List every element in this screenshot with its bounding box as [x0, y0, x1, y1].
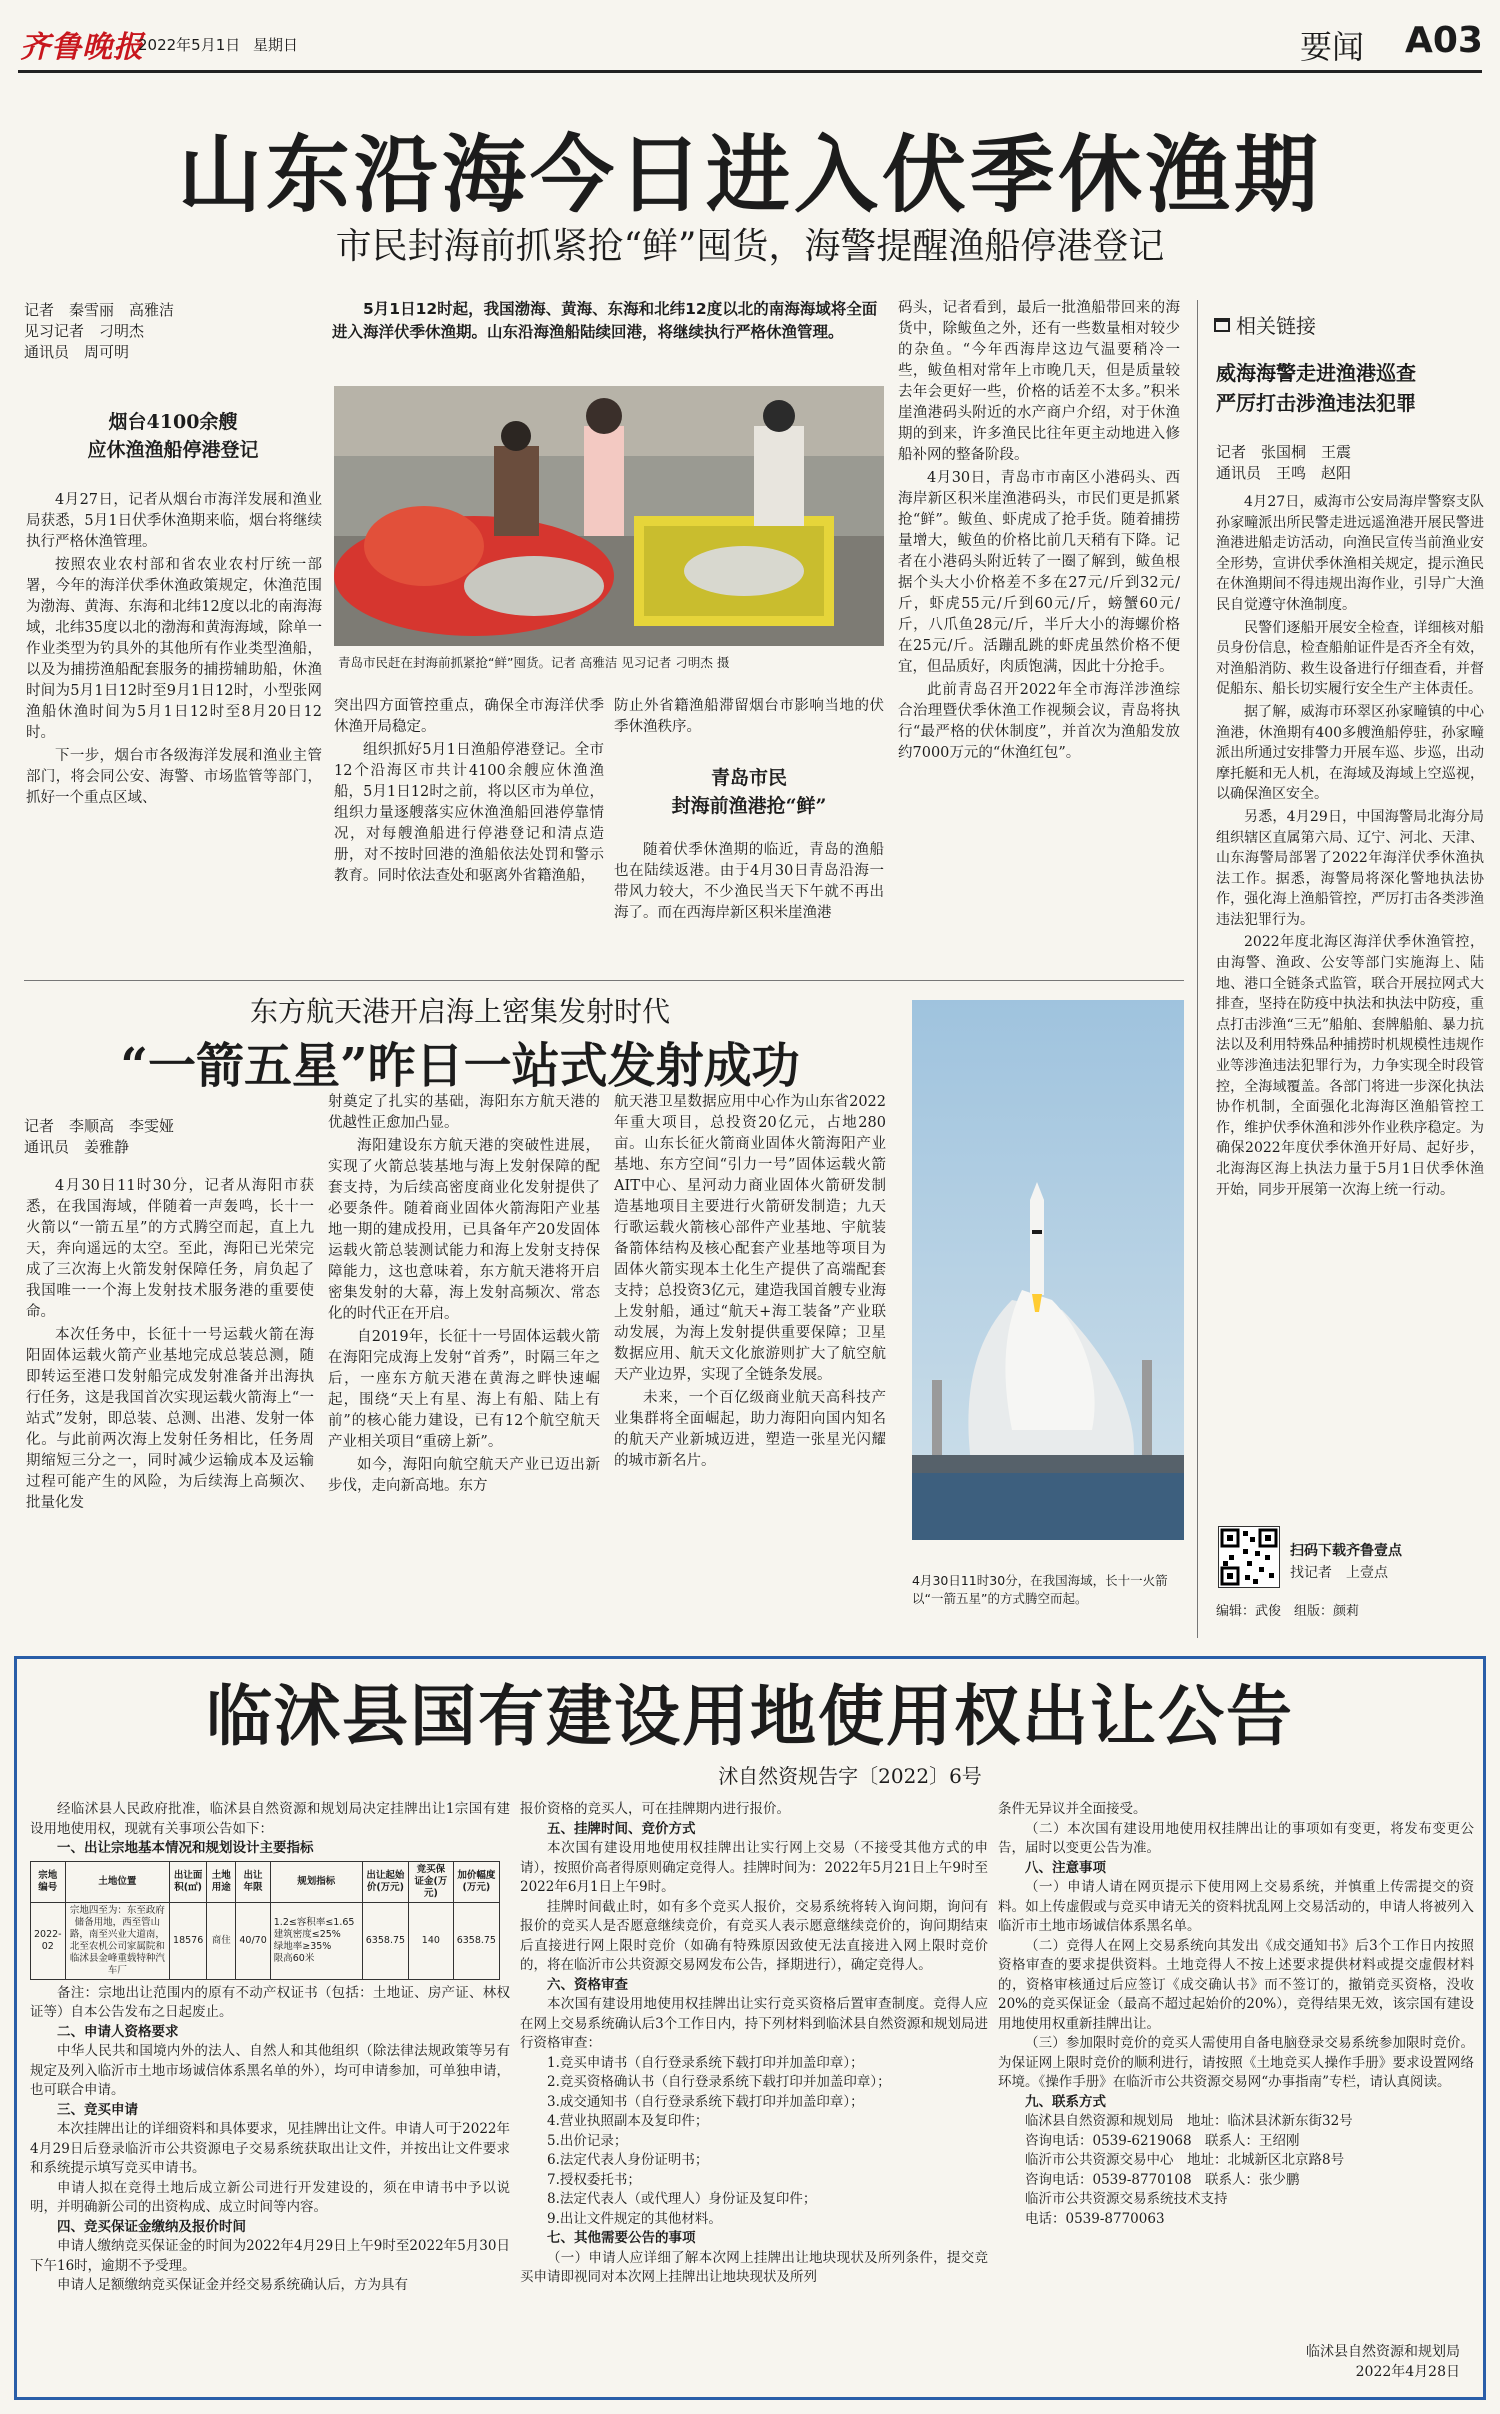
- rocket-byline: 记者 李顺高 李雯娅 通讯员 姜雅静: [24, 1117, 175, 1156]
- document-icon: [1214, 318, 1230, 332]
- lead-column-2: 突出四方面管控重点，确保全市海洋伏季休渔开局稳定。 组织抓好5月1日渔船停港登记。全市12个沿海区市共计4100余艘应休渔渔船，5月1日12时之前，将以区市为单位，组织力量逐艘落实应休渔渔船回港停靠情况，对每艘渔船进行停港登记和清点造册，对不按时回港的渔船依法处罚和警示教育。同时依法查处和驱离外省籍渔船，: [334, 698, 604, 884]
- paper-name-logo: 齐鲁晚报: [20, 30, 144, 65]
- rocket-launch-illustration: [912, 1000, 1184, 1540]
- lead-column-4: 码头，记者看到，最后一批渔船带回来的海货中，除鲅鱼之外，还有一些数量相对较少的杂鱼。“今年西海岸这边气温要稍冷一些，鲅鱼相对常年上市晚几天，但是质量较去年会更好一些，价格的话差不太多。”积米崖渔港码头附近的水产商户介绍，对于休渔期的到来，许多渔民比往年更主动地进入修船补网的整备阶段。 4月30日，青岛市市南区小港码头、西海岸新区积米崖渔港码头，市民们更是抓紧抢“鲜”。鲅鱼、虾虎成了抢手货。随着捕捞量增大，鲅鱼的价格比前几天稍有下降。记者在小港码头附近转了一圈了解到，鲅鱼根据个头大小价格差不多在27元/斤到32元/斤，虾虎55元/斤到60元/斤，螃蟹60元/斤，八爪鱼28元/斤，半斤大小的海螺价格在25元/斤。活蹦乱跳的虾虎虽然价格不便宜，但品质好，肉质饱满，因此十分抢手。 此前青岛召开2022年全市海洋涉渔综合治理暨伏季休渔工作视频会议，青岛将执行“最严格的伏休制度”，并首次为渔船发放约7000万元的“休渔红包”。: [898, 300, 1180, 761]
- notice-title: 临沭县国有建设用地使用权出让公告: [206, 1677, 1294, 1755]
- issue-weekday: 星期日: [253, 36, 299, 54]
- qr-code-icon: [1219, 1527, 1279, 1587]
- land-parcel-table: [30, 1861, 500, 1980]
- lead-subheadline: 市民封海前抓紧抢“鲜”囤货，海警提醒渔船停港登记: [335, 226, 1165, 267]
- related-title: 威海海警走进渔港巡查 严厉打击涉渔违法犯罪: [1216, 361, 1416, 415]
- related-byline: 记者 张国桐 王震 通讯员 王鸣 赵阳: [1216, 443, 1352, 482]
- lead-byline: 记者 秦雪丽 高雅洁 见习记者 刁明杰 通讯员 周可明: [24, 301, 175, 361]
- qingdao-subhead: 青岛市民 封海前渔港抢“鲜”: [671, 767, 827, 817]
- notice-left-column: 经临沭县人民政府批准，临沭县自然资源和规划局决定挂牌出让1宗国有建设用地使用权，现就有关事项公告如下： 一、出让宗地基本情况和规划设计主要指标 宗地编号 土地位置 出让面积(㎡) 土地用途 出让年限 规划指标 出让起始价(万元) 竞买保证金(万元) 加价幅度(万元) 2022-02 宗地四至为：东至政府储备用地，西至管山路，南至兴业大道南，北至农机公司家属院和临沭县金峰重载特种汽车厂 18576 商住 40/70 1.2≤容积率≤1.65 建筑密度≤25% 绿地率≥35% 限高60米 6358.75 140 6358.75 备注：宗地出让范围内的原有不动产权证书（包括：土地证、房产证、林权证等）自本公告发布之日起废止。 二、申请人资格要求 中华人民共和国境内外的法人、自然人和其他组织（除法律法规政策等另有规定及列入临沂市土地市场诚信体系黑名单的外），均可申请参加，可单独申请，也可联合申请。 三、竞买申请 本次挂牌出让的详细资料和具体要求，见挂牌出让文件。申请人可于2022年4月29日后登录临沂市公共资源电子交易系统获取出让文件，并按出让文件要求和系统提示填写竞买申请书。 申请人拟在竞得土地后成立新公司进行开发建设的，须在申请书中予以说明，并明确新公司的出资构成、成立时间等内容。 四、竞买保证金缴纳及报价时间 申请人缴纳竞买保证金的时间为2022年4月29日上午9时至2022年5月30日下午16时，逾期不予受理。 申请人足额缴纳竞买保证金并经交易系统确认后，方为具有: [30, 1801, 510, 2293]
- notice-middle-column: 报价资格的竞买人，可在挂牌期内进行报价。 五、挂牌时间、竞价方式 本次国有建设用地使用权挂牌出让实行网上交易（不接受其他方式的申请），按照价高者得原则确定竞得人。挂牌时间为：2022年5月21日上午9时至2022年6月1日上午9时。 挂牌时间截止时，如有多个竞买人报价，交易系统将转入询问期，询问有报价的竞买人是否愿意继续竞价，有竞买人表示愿意继续竞价的，询问期结束后直接进行网上限时竞价（如确有特殊原因致使无法直接进入网上限时竞价的，将在临沂市公共资源交易网发布公告，择期进行），确定竞得人。 六、资格审查 本次国有建设用地使用权挂牌出让实行竞买资格后置审查制度。竞得人应在网上交易系统确认后3个工作日内，持下列材料到临沭县自然资源和规划局进行资格审查： 1.竞买申请书（自行登录系统下载打印并加盖印章）； 2.竞买资格确认书（自行登录系统下载打印并加盖印章）； 3.成交通知书（自行登录系统下载打印并加盖印章）； 4.营业执照副本及复印件； 5.出价记录； 6.法定代表人身份证明书； 7.授权委托书； 8.法定代表人（或代理人）身份证及复印件； 9.出让文件规定的其他材料。 七、其他需要公告的事项 （一）申请人应详细了解本次网上挂牌出让地块现状及所列条件，提交竞买申请即视同对本次网上挂牌出让地块现状及所列: [520, 1801, 988, 2285]
- lead-column-1: 4月27日，记者从烟台市海洋发展和渔业局获悉，5月1日伏季休渔期来临，烟台将继续执行严格休渔管理。 按照农业农村部和省农业农村厅统一部署，今年的海洋伏季休渔政策规定，休渔范围为渤海、黄海、东海和北纬12度以北的南海海域，北纬35度以北的渤海和黄海海域，除单一作业类型为钓具外的其他所有作业类型渔船，以及为捕捞渔船配套服务的捕捞辅助船，休渔时间为5月1日12时至9月1日12时，小型张网渔船休渔时间为5月1日12时至8月20日12时。 下一步，烟台市各级海洋发展和渔业主管部门，将会同公安、海警、市场监管等部门，抓好一个重点区域、: [26, 492, 322, 806]
- rocket-kicker: 东方航天港开启海上密集发射时代: [249, 995, 670, 1028]
- qr-text: 扫码下载齐鲁壹点 找记者 上壹点: [1290, 1543, 1402, 1581]
- masthead: [0, 0, 1500, 72]
- fish-market-photo: [334, 386, 884, 646]
- notice-signature: 临沭县自然资源和规划局 2022年4月28日: [1306, 2344, 1460, 2380]
- rocket-photo-caption: 4月30日11时30分，在我国海域，长十一火箭以“一箭五星”的方式腾空而起。: [912, 1573, 1168, 1606]
- rocket-column-2: 射奠定了扎实的基础，海阳东方航天港的优越性正愈加凸显。 海阳建设东方航天港的突破性进展，实现了火箭总装基地与海上发射保障的配套支持，为后续高密度商业化发射提供了必要条件。随着商业固体火箭海阳产业基地一期的建成投用，已具备年产20发固体运载火箭总装测试能力和海上发射支持保障能力，这也意味着，东方航天港将开启密集发射的大幕，海上发射高频次、常态化的时代正在开启。 自2019年，长征十一号固体运载火箭在海阳完成海上发射“首秀”，时隔三年之后，一座东方航天港在黄海之畔快速崛起，围绕“天上有星、海上有船、陆上有前”的核心能力建设，已有12个航空航天产业相关项目“重磅上新”。 如今，海阳向航空航天产业已迈出新步伐，走向新高地。东方: [328, 1094, 600, 1494]
- lead-column-3: 防止外省籍渔船滞留烟台市影响当地的伏季休渔秩序。: [614, 698, 884, 735]
- lead-column-3b: 随着伏季休渔期的临近，青岛的渔船也在陆续返港。由于4月30日青岛沿海一带风力较大，不少渔民当天下午就不再出海了。而在西海岸新区积米崖渔港: [614, 842, 884, 921]
- fish-market-illustration: [334, 386, 884, 646]
- page-number: A03: [1405, 20, 1483, 61]
- yantai-subhead: 烟台4100余艘 应休渔渔船停港登记: [87, 411, 259, 461]
- rocket-headline: “一箭五星”昨日一站式发射成功: [120, 1038, 800, 1094]
- rocket-column-3: 航天港卫星数据应用中心作为山东省2022年重大项目，总投资20亿元，占地280亩。山东长征火箭商业固体火箭海阳产业基地、东方空间“引力一号”固体运载火箭AIT中心、星河动力商业固体火箭研发制造基地项目主要进行火箭研发制造；九天行歌运载火箭核心部件产业基地、宇航装备箭体结构及核心配套产业基地等项目为固体火箭实现本土化生产提供了高端配套支持；总投资3亿元，建造我国首艘专业海上发射船，通过“航天+海工装备”产业联动发展，为海上发射提供重要保障；卫星数据应用、航天文化旅游则扩大了航空航天产业边界，实现了全链条发展。 未来，一个百亿级商业航天高科技产业集群将全面崛起，助力海阳向国内知名的航天产业新城迈进，塑造一张星光闪耀的城市新名片。: [614, 1094, 886, 1469]
- right-column-divider: [1197, 300, 1198, 1638]
- related-links-label: 相关链接: [1214, 310, 1316, 339]
- masthead-rule: [18, 70, 1482, 73]
- rocket-launch-photo: [912, 1000, 1184, 1540]
- notice-doc-number: 沭自然资规告字〔2022〕6号: [718, 1764, 982, 1788]
- section-name: 要闻: [1300, 28, 1365, 66]
- notice-right-column: 条件无异议并全面接受。 （二）本次国有建设用地使用权挂牌出让的事项如有变更，将发布变更公告，届时以变更公告为准。 八、注意事项 （一）申请人请在网页提示下使用网上交易系统，并慎重上传需提交的资料。如上传虚假或与竞买申请无关的资料扰乱网上交易活动的，申请人将被列入临沂市土地市场诚信体系黑名单。 （二）竞得人在网上交易系统向其发出《成交通知书》后3个工作日内按照资格审查的要求提供资料。土地竞得人不按上述要求提供材料或提交虚假材料的，资格审核通过后应签订《成交确认书》而不签订的，撤销竞买资格，没收20%的竞买保证金（最高不超过起始价的20%），竞得结果无效，该宗国有建设用地使用权重新挂牌出让。 （三）参加限时竞价的竞买人需使用自备电脑登录交易系统参加限时竞价。为保证网上限时竞价的顺利进行，请按照《土地竞买人操作手册》要求设置网络环境。《操作手册》在临沂市公共资源交易网“办事指南”专栏，请认真阅读。 九、联系方式 临沭县自然资源和规划局 地址：临沭县沭新东街32号 咨询电话：0539-6219068 联系人：王绍刚 临沂市公共资源交易中心 地址：北城新区北京路8号 咨询电话：0539-8770108 联系人：张少鹏 临沂市公共资源交易系统技术支持 电话：0539-8770063: [998, 1801, 1474, 2227]
- lead-photo-caption: 青岛市民赶在封海前抓紧抢“鲜”囤货。记者 高雅洁 见习记者 刁明杰 摄: [338, 655, 730, 670]
- lead-intro: 5月1日12时起，我国渤海、黄海、东海和北纬12度以北的南海海域将全面进入海洋伏季休渔期。山东沿海渔船陆续回港，将继续执行严格休渔管理。: [332, 300, 878, 341]
- rocket-top-rule: [24, 980, 1184, 981]
- rocket-column-1: 4月30日11时30分，记者从海阳市获悉，在我国海域，伴随着一声轰鸣，长十一火箭以“一箭五星”的方式腾空而起，直上九天，奔向遥远的太空。至此，海阳已光荣完成了三次海上火箭发射保障任务，肩负起了我国唯一一个海上发射技术服务港的重要使命。 本次任务中，长征十一号运载火箭在海阳固体运载火箭产业基地完成总装总测，随即转运至港口发射船完成发射准备并出海执行任务，这是我国首次实现运载火箭海上“一站式”发射，即总装、总测、出港、发射一体化。与此前两次海上发射任务相比，任务周期缩短三分之一，同时减少运输成本及运输过程可能产生的风险，为后续海上高频次、批量化发: [26, 1178, 314, 1511]
- table-header-row: 宗地编号 土地位置 出让面积(㎡) 土地用途 出让年限 规划指标 出让起始价(万元) 竞买保证金(万元) 加价幅度(万元): [31, 1861, 500, 1902]
- issue-date: 2022年5月1日: [138, 36, 241, 54]
- lead-headline: 山东沿海今日进入伏季休渔期: [177, 125, 1322, 224]
- editors-credit: 编辑：武俊 组版：颜莉: [1216, 1604, 1360, 1619]
- related-body: 4月27日，威海市公安局海岸警察支队孙家疃派出所民警走进远遥渔港开展民警进渔港进船走访活动，向渔民宣传当前渔业安全形势，宣讲伏季休渔相关规定，提示渔民在休渔期间不得违规出海作业，引导广大渔民自觉遵守休渔制度。 民警们逐船开展安全检查，详细核对船员身份信息，检查船舶证件是否齐全有效，对渔船消防、救生设备进行仔细查看，并督促船东、船长切实履行安全生产主体责任。 据了解，威海市环翠区孙家疃镇的中心渔港，休渔期有400多艘渔船停驻，孙家疃派出所通过安排警力开展车巡、步巡，出动摩托艇和无人机，在海域及海域上空巡视，以确保渔区安全。 另悉，4月29日，中国海警局北海分局组织辖区直属第六局、辽宁、河北、天津、山东海警局部署了2022年海洋伏季休渔执法工作。据悉，海警局将深化警地执法协作，强化海上渔船管控，严厉打击各类涉渔违法犯罪行为。 2022年度北海区海洋伏季休渔管控，由海警、渔政、公安等部门实施海上、陆地、港口全链条式监管，联合开展拉网式大排查，坚持在防疫中执法和执法中防疫，重点打击涉渔“三无”船舶、套牌船舶、暴力抗法以及利用特殊品种捕捞时机规模性违规作业等涉渔违法犯罪行为，力争实现全时段管控，全海域覆盖。各部门将进一步深化执法协作机制，全面强化北海海区渔船管控工作，维护伏季休渔和涉外作业秩序稳定。为确保2022年度伏季休渔开好局、起好步，北海海区海上执法力量于5月1日伏季休渔开始，同步开展第一次海上统一行动。: [1216, 494, 1484, 1198]
- table-row: 2022-02 宗地四至为：东至政府储备用地，西至管山路，南至兴业大道南，北至农机公司家属院和临沭县金峰重载特种汽车厂 18576 商住 40/70 1.2≤容积率≤1.65 建筑密度≤25% 绿地率≥35% 限高60米 6358.75 140 6358.75: [31, 1902, 500, 1979]
- qr-code[interactable]: [1218, 1526, 1280, 1588]
